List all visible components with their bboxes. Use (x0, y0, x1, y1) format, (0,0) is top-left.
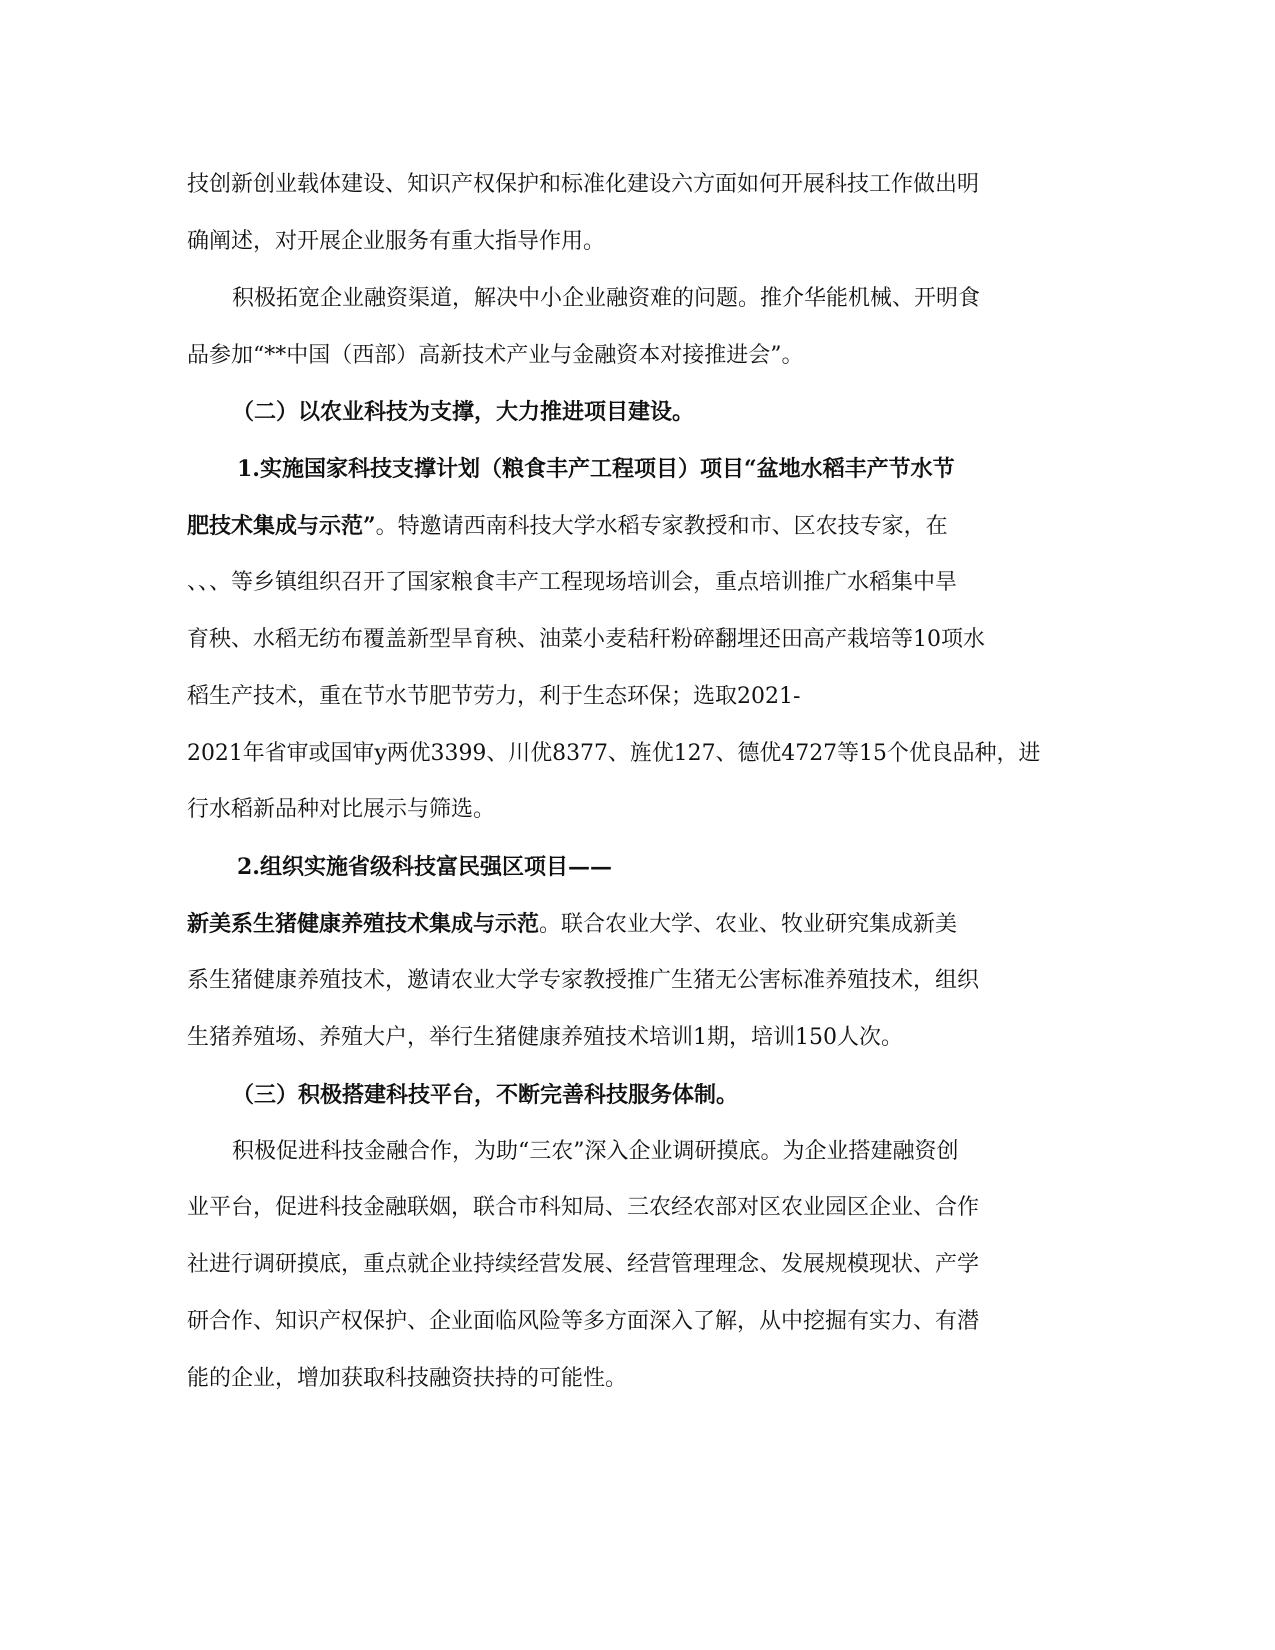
section-heading: （二）以农业科技为支撑，大力推进项目建设。 (232, 399, 695, 425)
text-line: 积极拓宽企业融资渠道，解决中小企业融资难的问题。推介华能机械、开明食 (232, 286, 981, 311)
text-line (187, 511, 948, 542)
item-title: 新美系生猪健康养殖技术集成与示范 (187, 911, 540, 937)
text-line: 稻生产技术，重在节水节肥节劳力，利于生态环保；选取2021- (187, 684, 801, 709)
section-heading: （三）积极搭建科技平台，不断完善科技服务体制。 (232, 1082, 739, 1108)
text-line: 、、、等乡镇组织召开了国家粮食丰产工程现场培训会，重点培训推广水稻集中旱 (187, 570, 958, 595)
text-line: 技创新创业载体建设、知识产权保护和标准化建设六方面如何开展科技工作做出明 (187, 172, 980, 197)
text-line: 能的企业，增加获取科技融资扶持的可能性。 (187, 1366, 628, 1391)
text-line: 积极促进科技金融合作，为助“三农”深入企业调研摸底。为企业搭建融资创 (232, 1139, 959, 1164)
text-line: 育秧、水稻无纺布覆盖新型旱育秧、油菜小麦秸秆粉碎翻埋还田高产栽培等10项水 (187, 627, 985, 652)
text-line: 业平台，促进科技金融联姻，联合市科知局、三农经农部对区农业园区企业、合作 (187, 1195, 980, 1220)
item-title: 肥技术集成与示范” (187, 513, 376, 539)
text-line: 确阐述，对开展企业服务有重大指导作用。 (187, 229, 606, 254)
text-line: 生猪养殖场、养殖大户，举行生猪健康养殖技术培训1期，培训150人次。 (187, 1025, 903, 1050)
text-line: 系生猪健康养殖技术，邀请农业大学专家教授推广生猪无公害标准养殖技术，组织 (187, 968, 980, 993)
text-line: 品参加“**中国（西部）高新技术产业与金融资本对接推进会”。 (187, 343, 804, 368)
text-line: 研合作、知识产权保护、企业面临风险等多方面深入了解，从中挖掘有实力、有潜 (187, 1309, 980, 1334)
text-line: 2021年省审或国审y两优3399、川优8377、旌优127、德优4727等15个优良品种，进 (187, 741, 1041, 766)
text-fragment: 。特邀请西南科技大学水稻专家教授和市、区农技专家，在 (375, 514, 948, 539)
item-title: 1.实施国家科技支撑计划（粮食丰产工程项目）项目“盆地水稻丰产节水节 (237, 456, 955, 482)
text-line: 社进行调研摸底，重点就企业持续经营发展、经营管理理念、发展规模现状、产学 (187, 1252, 980, 1277)
text-line (187, 909, 957, 940)
text-fragment: 。联合农业大学、农业、牧业研究集成新美 (539, 912, 958, 937)
item-title: 2.组织实施省级科技富民强区项目—— (237, 854, 612, 880)
text-line: 行水稻新品种对比展示与筛选。 (187, 797, 496, 822)
